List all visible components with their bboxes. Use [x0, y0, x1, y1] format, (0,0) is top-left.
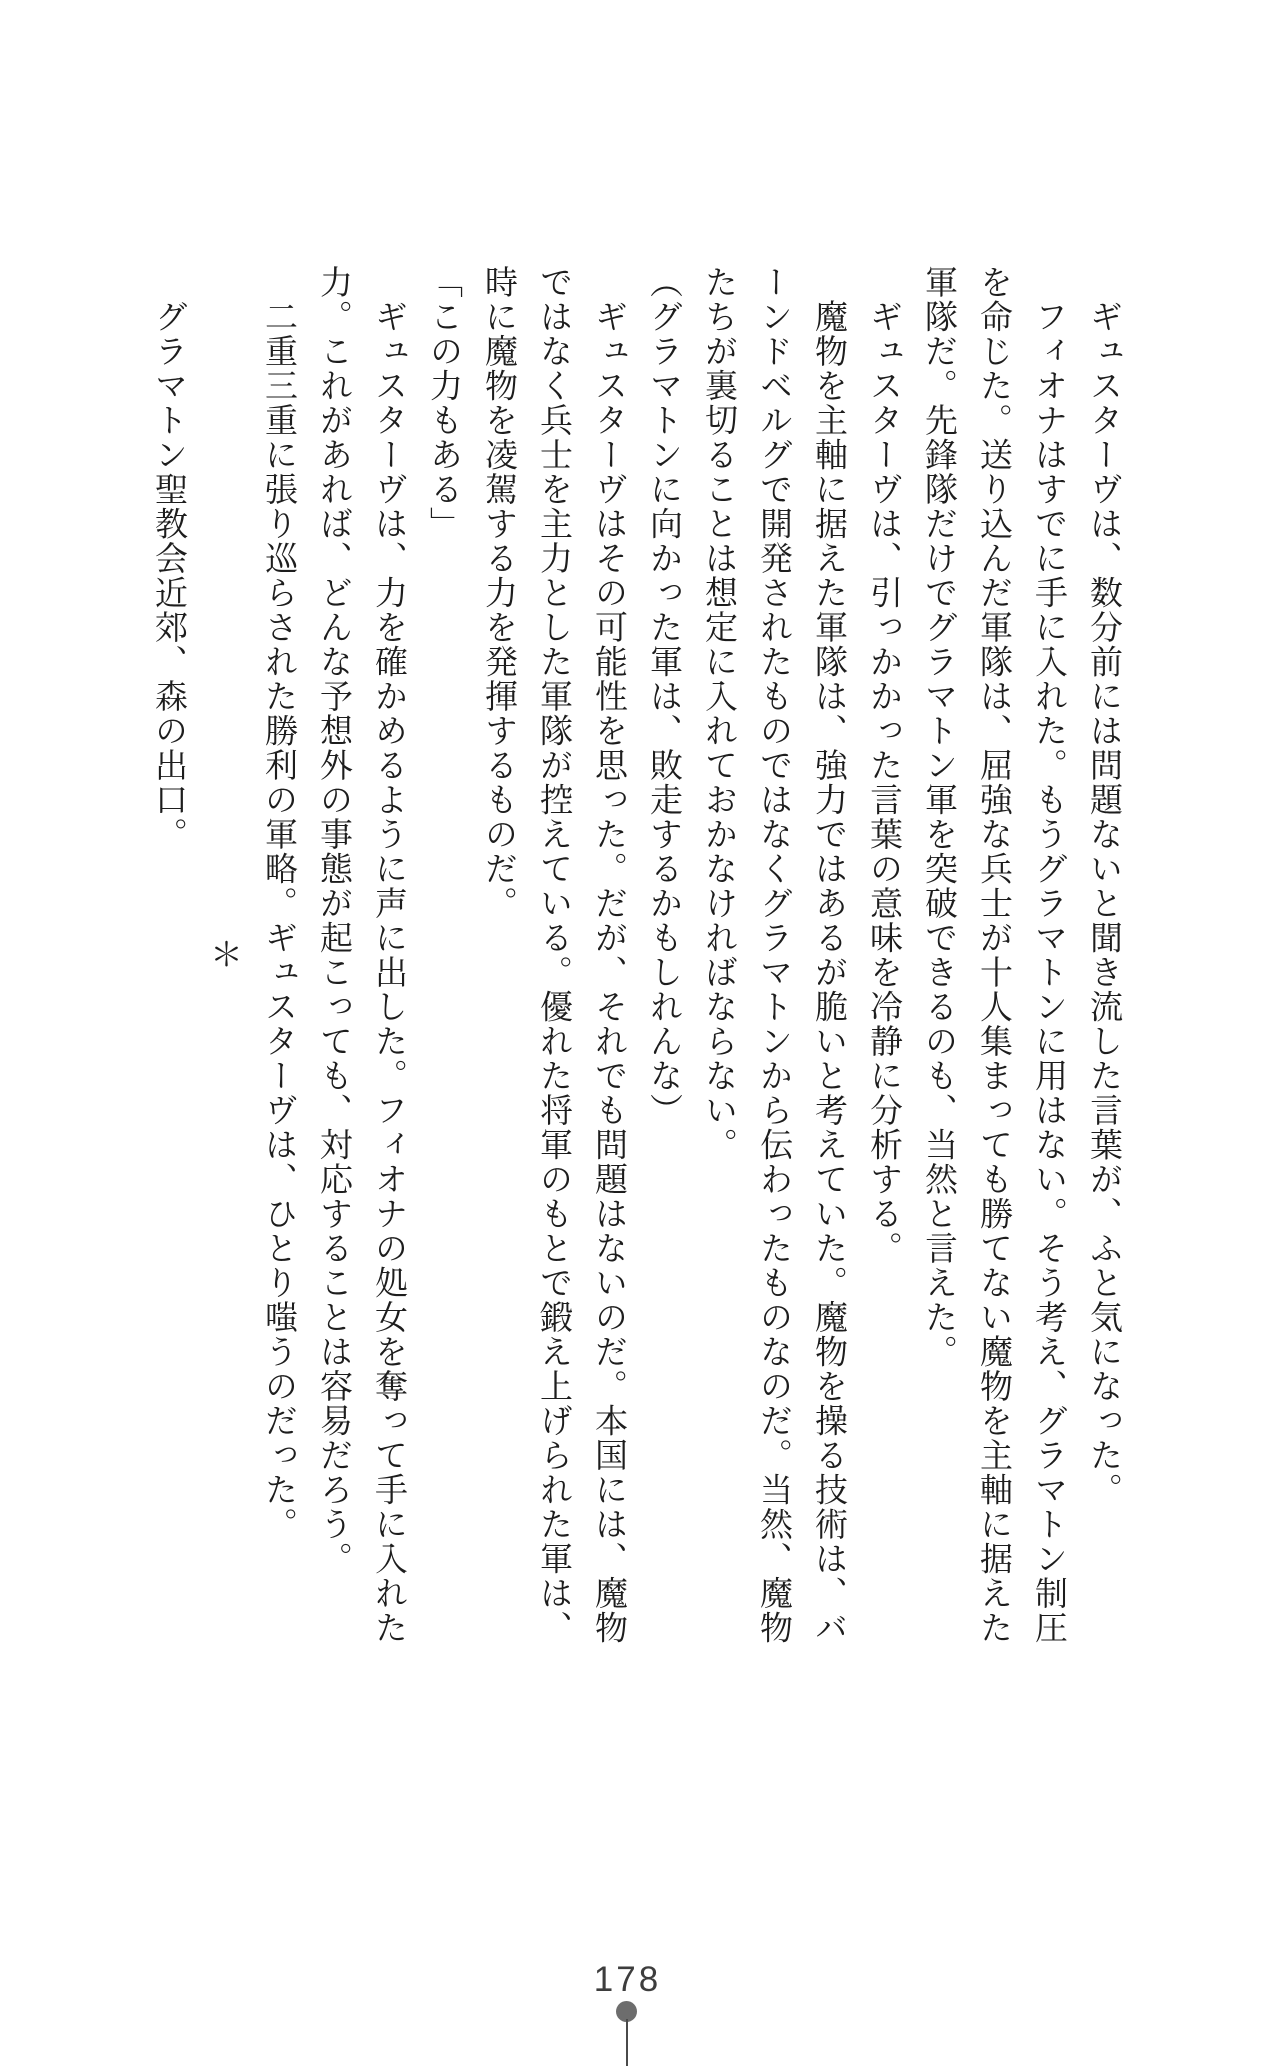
- text-column-05: ギュスターヴは、引っかかった言葉の意味を冷静に分析する。: [865, 265, 901, 1266]
- page-number: 178: [593, 1960, 662, 1999]
- text-column-09: （グラマトンに向かった軍は、敗走するかもしれんな）: [645, 265, 681, 1128]
- section-separator: ＊: [205, 936, 241, 972]
- text-column-02: フィオナはすでに手に入れた。もうグラマトンに用はない。そう考え、グラマトン制圧: [1030, 265, 1066, 1645]
- text-column-14: ギュスターヴは、力を確かめるように声に出した。フィオナの処女を奪って手に入れた: [370, 265, 406, 1645]
- text-column-11: ではなく兵士を主力とした軍隊が控えている。優れた将軍のもとで鍛え上げられた軍は、: [535, 265, 571, 1645]
- text-column-04: 軍隊だ。先鋒隊だけでグラマトン軍を突破できるのも、当然と言えた。: [920, 265, 956, 1369]
- text-column-12: 時に魔物を凌駕する力を発揮するものだ。: [480, 265, 516, 921]
- text-column-16: 二重三重に張り巡らされた勝利の軍略。ギュスターヴは、ひとり嗤うのだった。: [260, 265, 296, 1542]
- text-column-03: を命じた。送り込んだ軍隊は、屈強な兵士が十人集まっても勝てない魔物を主軸に据えた: [975, 265, 1011, 1645]
- text-column-01: ギュスターヴは、数分前には問題ないと聞き流した言葉が、ふと気になった。: [1085, 265, 1121, 1507]
- text-column-07: ーンドベルグで開発されたものではなくグラマトンから伝わったものなのだ。当然、魔物: [755, 265, 791, 1645]
- text-column-10: ギュスターヴはその可能性を思った。だが、それでも問題はないのだ。本国には、魔物: [590, 265, 626, 1645]
- text-column-17: グラマトン聖教会近郊、森の出口。: [150, 265, 186, 852]
- page-marker-line: [626, 2019, 628, 2066]
- text-column-06: 魔物を主軸に据えた軍隊は、強力ではあるが脆いと考えていた。魔物を操る技術は、バ: [810, 265, 846, 1645]
- text-column-15: 力。これがあれば、どんな予想外の事態が起こっても、対応することは容易だろう。: [315, 265, 351, 1576]
- vertical-text-block: [140, 265, 1130, 1643]
- text-column-13: 「この力もある」: [425, 265, 461, 541]
- text-column-08: たちが裏切ることは想定に入れておかなければならない。: [700, 265, 736, 1162]
